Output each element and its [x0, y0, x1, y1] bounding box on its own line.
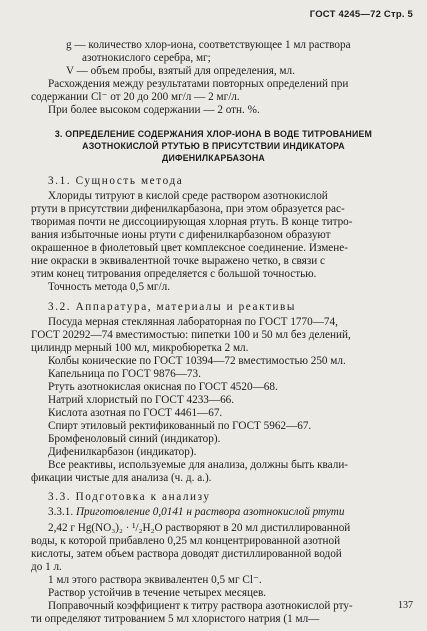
text-line: 1 мл этого раствора эквивалентен 0,5 мг Cl⁻.: [48, 574, 262, 586]
text-line: Бромфеноловый синий (индикатор).: [48, 433, 221, 445]
text-line: окрашенное в фиолетовый цвет комплексное соединение. Измене-: [31, 242, 348, 254]
text-line: Кислота азотная по ГОСТ 4461—67.: [48, 407, 223, 419]
text-line: ртути в присутствии дифенилкарбазона, при этом образуется рас-: [31, 203, 345, 215]
text-line: Капельница по ГОСТ 9876—73.: [48, 368, 201, 380]
text-line: воды, к которой прибавлено 0,25 мл концентрированной азотной: [31, 535, 341, 547]
text-line: Хлориды титруют в кислой среде раствором азотнокислой: [48, 190, 328, 202]
subsection-title: 3.3. Подготовка к анализу: [48, 491, 211, 503]
text-line: g — количество хлор-иона, соответствующее 1 мл раствора: [66, 39, 351, 51]
text-line: 2,42 г Hg(NO₃)₂ · ¹/₂H₂O растворяют в 20 мл дистиллированной: [48, 522, 351, 534]
text-line: азотнокислого серебра, мг;: [82, 52, 211, 64]
text-line: цилиндр мерный 100 мл, микробюретка 2 мл.: [31, 342, 249, 354]
section-heading: АЗОТНОКИСЛОЙ РТУТЬЮ В ПРИСУТСТВИИ ИНДИКАТОРА: [82, 141, 345, 151]
subsection-number: 3.3.1.: [48, 506, 74, 518]
text-line: Расхождения между результатами повторных определений при: [48, 78, 349, 90]
section-heading: 3. ОПРЕДЕЛЕНИЕ СОДЕРЖАНИЯ ХЛОР-ИОНА В ВОДЕ ТИТРОВАНИЕМ: [54, 129, 373, 139]
text-line: ГОСТ 20292—74 вместимостью: пипетки 100 и 50 мл без делений,: [31, 329, 351, 341]
text-line: вания избыточные ионы ртути с дифенилкарбазоном образуют: [31, 229, 331, 241]
text-line: Раствор устойчив в течение четырех месяцев.: [48, 587, 267, 599]
text-line: Посуда мерная стеклянная лабораторная по ГОСТ 1770—74,: [48, 316, 338, 328]
text-line: Все реактивы, используемые для анализа, должны быть квали-: [48, 459, 349, 471]
subsection-heading-line: [0, 506, 427, 519]
text-line: Натрий хлористый по ГОСТ 4233—66.: [48, 394, 235, 406]
page-header: ГОСТ 4245—72 Стр. 5: [309, 9, 413, 20]
text-line: Колбы конические по ГОСТ 10394—72 вместимостью 250 мл.: [48, 355, 346, 367]
text-line: до 1 л.: [31, 561, 62, 573]
text-line: Точность метода 0,5 мг/л.: [48, 281, 170, 293]
text-line: кислоты, затем объем раствора доводят дистиллированной водой: [31, 548, 342, 560]
text-line: Дифенилкарбазон (индикатор).: [48, 446, 197, 458]
text-line: этим конец титрования определяется с большой точностью.: [31, 268, 317, 280]
text-line: Поправочный коэффициент к титру раствора азотнокислой рту-: [48, 600, 353, 612]
section-heading: ДИФЕНИЛКАРБАЗОНА: [162, 153, 265, 163]
subsection-title: 3.2. Аппаратура, материалы и реактивы: [48, 301, 297, 313]
text-line: содержании Cl⁻ от 20 до 200 мг/л — 2 мг/л.: [31, 91, 240, 103]
text-line: ние окраски в эквивалентной точке выражено четко, в связи с: [31, 255, 325, 267]
subsection-title: 3.1. Сущность метода: [48, 175, 184, 187]
text-line: Спирт этиловый ректификованный по ГОСТ 5962—67.: [48, 420, 312, 432]
text-line: творимая почти не диссоциирующая хлорная ртуть. В конце титро-: [31, 216, 353, 228]
text-line: Ртуть азотнокислая окисная по ГОСТ 4520—68.: [48, 381, 278, 393]
subsection-heading: Приготовление 0,0141 н раствора азотнокислой ртути: [75, 506, 345, 518]
text-line: V — объем пробы, взятый для определения, мл.: [66, 65, 295, 77]
text-line: При более высоком содержании — 2 отн. %.: [48, 104, 260, 116]
text-line: ти определяют титрованием 5 мл хлористого натрия (1 мл—: [31, 613, 320, 625]
page-number: 137: [398, 600, 413, 611]
text-line: фикации чистые для анализа (ч. д. а.).: [31, 472, 212, 484]
